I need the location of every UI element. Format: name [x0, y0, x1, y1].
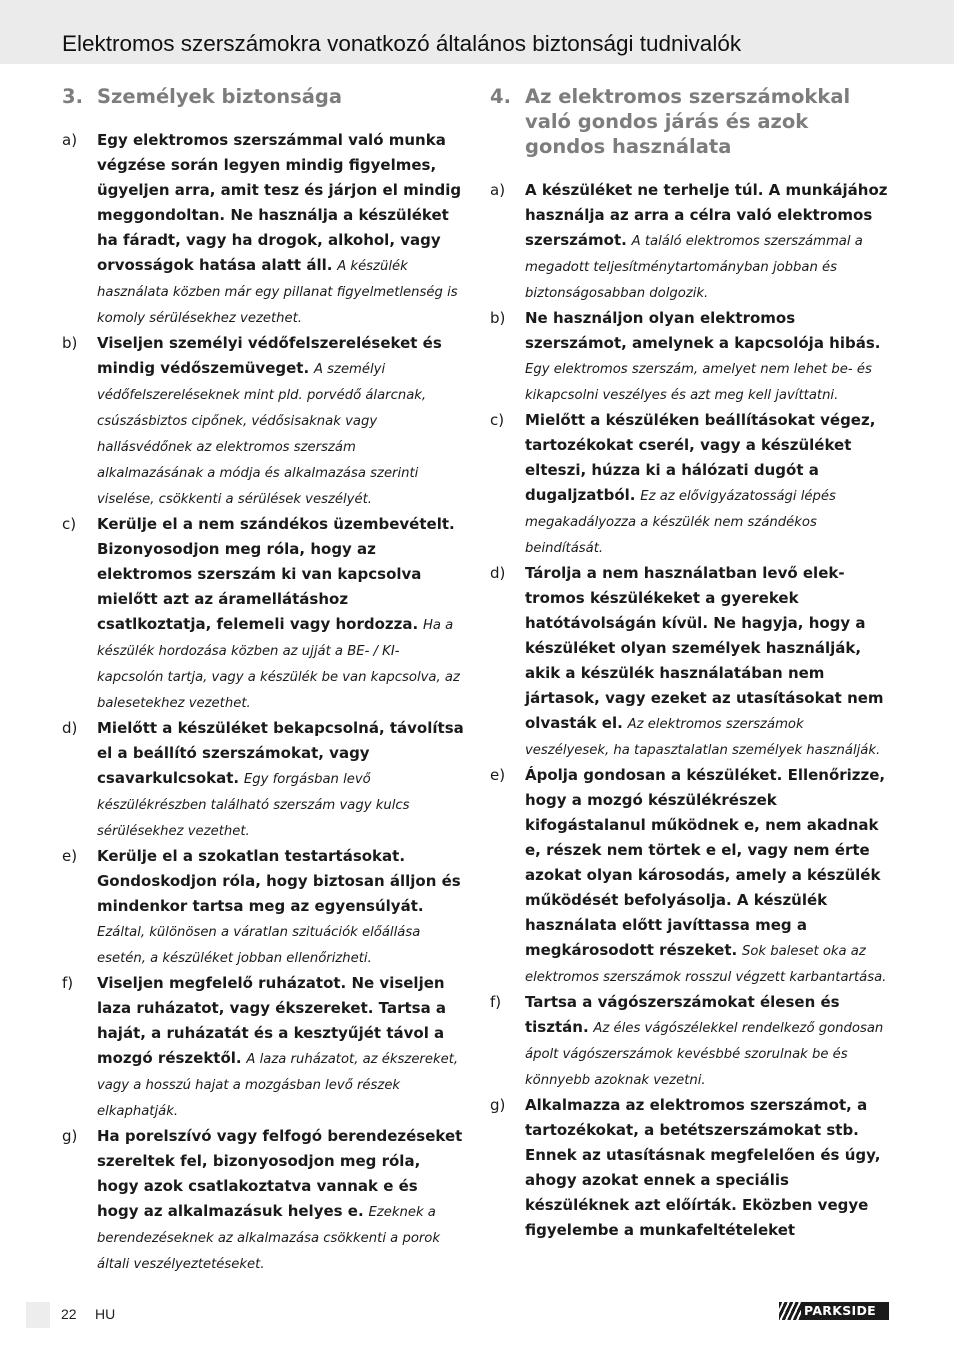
item-explanation: Ezeknek a berendezéseknek az alkalmazása csökkenti a porok általi veszélyeztetéseket.	[97, 1205, 441, 1272]
section-heading	[62, 84, 464, 109]
list-item	[490, 1093, 892, 1243]
list-item	[490, 408, 892, 561]
item-instruction: Egy elektromos szerszámmal való munka végzése során legyen mindig figyelmes, ügyeljen arra, amit tesz és járjon el mindig meggondoltan. Ne használja a készüléket ha fáradt, vagy ha drogok, alkohol, vagy orvosságok hatása alatt áll.	[97, 131, 462, 274]
item-letter: f)	[490, 993, 502, 1011]
item-letter: d)	[62, 719, 78, 737]
item-letter: f)	[62, 974, 74, 992]
item-instruction: Viseljen megfelelő ruházatot. Ne viseljen laza ruházatot, vagy ékszereket. Tartsa a haját, a ruházatát és a kesztyűjét távol a mozgó részektől.	[97, 974, 447, 1067]
item-letter: a)	[62, 131, 78, 149]
item-letter: e)	[490, 766, 506, 784]
item-explanation: A készülék használata közben már egy pillanat figyelmetlenség is komoly sérülésekhez vezethet.	[97, 259, 458, 326]
item-explanation: Sok baleset oka az elektromos szerszámok rosszul végzett karbantartása.	[525, 944, 887, 985]
item-explanation: Ezáltal, különösen a váratlan szituációk előállása esetén, a készüléket jobban ellenőrizheti.	[97, 925, 421, 966]
item-instruction: Tárolja a nem használatban levő elek-tromos készülékeket a gyerekek hatótávolságán kívül. Ne hagyja, hogy a készüléket olyan személyek használják, akik a készülék használatában nem jártasok, vagy ezeket az utasításokat nem olvasták el.	[525, 564, 884, 732]
item-explanation: Az éles vágószélekkel rendelkező gondosan ápolt vágószerszámok kevésbbé szorulnak be és könnyebb azoknak vezetni.	[525, 1021, 884, 1088]
item-letter: g)	[62, 1127, 78, 1145]
item-explanation: A személyi védőfelszereléseknek mint pld. porvédő álarcnak, csúszásbiztos cipőnek, védősisaknak vagy hallásvédőnek az elektromos szerszám alkalmazásának a módja és alkalmazása szerinti viselése, csökkenti a sérülések veszélyét.	[97, 362, 427, 507]
item-instruction: Ha porelszívó vagy felfogó berendezéseket szereltek fel, bizonyosodjon meg róla, hogy azok csatlakoztatva vannak e és hogy az alkalmazásuk helyes e.	[97, 1127, 463, 1220]
list-item	[62, 716, 464, 844]
item-explanation: Ha a készülék hordozása közben az ujját a BE- / KI-kapcsolón tartja, vagy a készülék be van kapcsolva, az balesetekhez vezethet.	[97, 618, 460, 711]
item-letter: a)	[490, 181, 506, 199]
section-tool-care	[490, 84, 892, 1243]
list-item	[490, 990, 892, 1093]
list-item	[62, 971, 464, 1124]
item-instruction: Alkalmazza az elektromos szerszámot, a tartozékokat, a betétszerszámokat stb. Ennek az utasításnak megfelelően és úgy, ahogy azokat ennek a speciális készüléknek azt előírták. Eközben vegye figyelembe a munkafeltételeket	[525, 1096, 881, 1239]
page-number: 22	[61, 1306, 77, 1322]
list-item	[62, 844, 464, 971]
section-title: Személyek biztonsága	[97, 85, 343, 108]
item-instruction: Tartsa a vágószerszámokat élesen és tisztán.	[525, 993, 840, 1036]
list-item	[62, 128, 464, 331]
list-item	[62, 512, 464, 716]
page-title: Elektromos szerszámokra vonatkozó általános biztonsági tudnivalók	[62, 31, 742, 56]
item-letter: c)	[490, 411, 505, 429]
item-instruction: A készüléket ne terhelje túl. A munkájához használja az arra a célra való elektromos szerszámot.	[525, 181, 888, 249]
list-item	[62, 1124, 464, 1277]
item-explanation: Egy elektromos szerszám, amelyet nem lehet be- és kikapcsolni veszélyes és azt meg kell javíttatni.	[525, 362, 872, 403]
section-title: Az elektromos szerszámokkal való gondos járás és azok gondos használata	[525, 85, 851, 158]
brand-name: PARKSIDE	[804, 1303, 876, 1318]
list-item	[490, 306, 892, 408]
header-band	[0, 0, 954, 64]
item-explanation: Ez az elővigyázatossági lépés megakadályozza a készülék nem szándékos beindítását.	[525, 489, 836, 556]
list-item	[490, 178, 892, 306]
section-heading	[490, 84, 892, 159]
item-explanation: Egy forgásban levő készülékrészben található szerszám vagy kulcs sérülésekhez vezethet.	[97, 772, 410, 839]
item-letter: b)	[490, 309, 506, 327]
item-instruction: Viseljen személyi védőfelszereléseket és mindig védőszemüveget.	[97, 334, 442, 377]
item-letter: e)	[62, 847, 78, 865]
section-number: 3.	[62, 85, 83, 108]
list-item	[490, 561, 892, 763]
item-explanation: A találó elektromos szerszámmal a megadott teljesítménytartományban jobban és biztonságosabban dolgozik.	[525, 234, 863, 301]
logo-stripes-icon	[779, 1302, 801, 1320]
item-letter: g)	[490, 1096, 506, 1114]
footer-tab-marker	[26, 1302, 50, 1328]
section-personal-safety	[62, 84, 464, 1277]
item-letter: b)	[62, 334, 78, 352]
brand-logo	[779, 1302, 889, 1320]
item-instruction: Mielőtt a készüléket bekapcsolná, távolítsa el a beállító szerszámokat, vagy csavarkulcsokat.	[97, 719, 464, 787]
section-number: 4.	[490, 85, 511, 108]
item-instruction: Ne használjon olyan elektromos szerszámot, amelynek a kapcsolója hibás.	[525, 309, 881, 352]
item-explanation: A laza ruházatot, az ékszereket, vagy a hosszú hajat a mozgásban levő részek elkaphatják.	[97, 1052, 459, 1119]
list-item	[62, 331, 464, 512]
language-code: HU	[95, 1306, 116, 1322]
item-letter: d)	[490, 564, 506, 582]
item-instruction: Kerülje el a nem szándékos üzembevételt. Bizonyosodjon meg róla, hogy az elektromos szerszám ki van kapcsolva mielőtt azt az áramellátáshoz csatlkoztatja, felemeli vagy hordozza.	[97, 515, 455, 633]
item-letter: c)	[62, 515, 77, 533]
item-instruction: Mielőtt a készüléken beállításokat végez, tartozékokat cserél, vagy a készüléket elteszi, húzza ki a hálózati dugót a dugaljzatból.	[525, 411, 876, 504]
item-instruction: Ápolja gondosan a készüléket. Ellenőrizze, hogy a mozgó készülékrészek kifogástalanul működnek e, nem akadnak e, részek nem törtek e el, vagy nem érte azokat olyan károsodás, amely a készülék működését befolyásolja. A készülék használata előtt javíttassa meg a megkárosodott részeket.	[525, 766, 886, 959]
item-instruction: Kerülje el a szokatlan testartásokat. Gondoskodjon róla, hogy biztosan álljon és mindenkor tartsa meg az egyensúlyát.	[97, 847, 461, 915]
item-explanation: Az elektromos szerszámok veszélyesek, ha tapasztalatlan személyek használják.	[525, 717, 881, 758]
list-item	[490, 763, 892, 990]
